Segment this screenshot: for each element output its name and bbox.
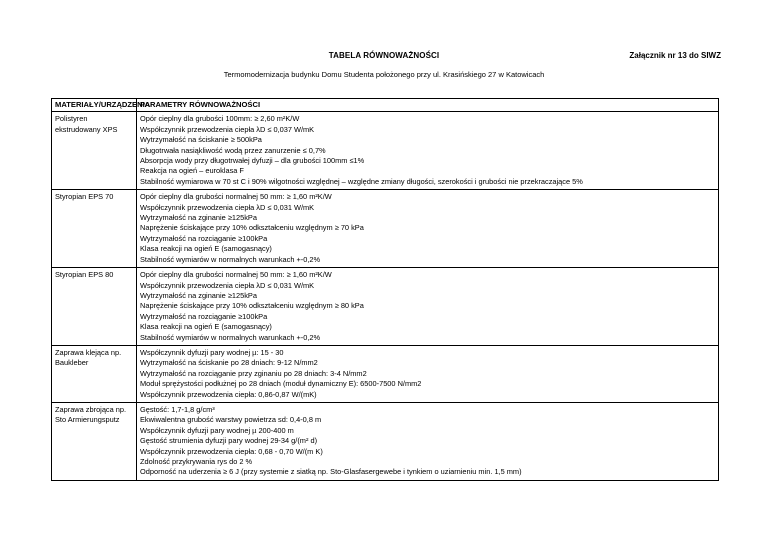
parameter-line: Wytrzymałość na zginanie ≥125kPa bbox=[140, 213, 257, 223]
parameter-line: Moduł sprężystości podłużnej po 28 dniach (moduł dynamiczny E): 6500-7500 N/mm2 bbox=[140, 379, 422, 389]
annex-label: Załącznik nr 13 do SIWZ bbox=[629, 51, 721, 60]
table-row bbox=[52, 112, 719, 190]
material-name: Polistyren ekstrudowany XPS bbox=[52, 112, 137, 190]
parameter-line: Ekwiwalentna grubość warstwy powietrza sd: 0,4-0,8 m bbox=[140, 415, 322, 425]
column-header-parameters: PARAMETRY RÓWNOWAŻNOŚCI bbox=[137, 99, 719, 112]
document-title: TABELA RÓWNOWAŻNOŚCI bbox=[328, 51, 440, 60]
parameter-line: Stabilność wymiarowa w 70 st C i 90% wilgotności względnej – względne zmiany długości, szerokości i grubości nie przekraczające 5% bbox=[140, 176, 583, 186]
parameter-line: Gęstość: 1,7-1,8 g/cm³ bbox=[140, 404, 215, 414]
table-row bbox=[52, 345, 719, 402]
parameter-line: Reakcja na ogień – euroklasa F bbox=[140, 166, 244, 176]
parameter-line: Stabilność wymiarów w normalnych warunkach +-0,2% bbox=[140, 254, 321, 264]
parameter-line: Wytrzymałość na ściskanie ≥ 500kPa bbox=[140, 135, 262, 145]
parameter-line: Naprężenie ściskające przy 10% odkształceniu względnym ≥ 80 kPa bbox=[140, 301, 364, 311]
parameters-cell bbox=[137, 268, 719, 346]
parameters-cell bbox=[137, 402, 719, 480]
equivalence-table bbox=[51, 98, 719, 481]
parameter-line: Absorpcja wody przy długotrwałej dyfuzji – dla grubości 100mm ≤1% bbox=[140, 156, 365, 166]
table-row bbox=[52, 190, 719, 268]
parameter-line: Opór cieplny dla grubości normalnej 50 mm: ≥ 1,60 m²K/W bbox=[140, 192, 332, 202]
parameter-line: Współczynnik przewodzenia ciepła λD ≤ 0,037 W/mK bbox=[140, 124, 315, 134]
parameter-line: Współczynnik przewodzenia ciepła λD ≤ 0,031 W/mK bbox=[140, 280, 315, 290]
table-row bbox=[52, 402, 719, 480]
parameter-line: Współczynnik przewodzenia ciepła: 0,86-0,87 W/(mK) bbox=[140, 389, 317, 399]
material-name: Styropian EPS 70 bbox=[52, 190, 137, 268]
parameter-line: Współczynnik dyfuzji pary wodnej µ: 15 - 30 bbox=[140, 347, 284, 357]
parameter-line: Opór cieplny dla grubości normalnej 50 mm: ≥ 1,60 m²K/W bbox=[140, 270, 332, 280]
parameter-line: Wytrzymałość na ściskanie po 28 dniach: 9-12 N/mm2 bbox=[140, 358, 318, 368]
parameter-line: Wytrzymałość na rozciąganie przy zginaniu po 28 dniach: 3-4 N/mm2 bbox=[140, 368, 367, 378]
parameters-cell bbox=[137, 345, 719, 402]
parameter-line: Wytrzymałość na rozciąganie ≥100kPa bbox=[140, 233, 268, 243]
parameter-line: Odporność na uderzenia ≥ 6 J (przy systemie z siatką np. Sto-Glasfasergewebe i tynkiem o uziarnieniu min. 1,5 mm) bbox=[140, 467, 522, 477]
parameter-line: Wytrzymałość na rozciąganie ≥100kPa bbox=[140, 311, 268, 321]
parameter-line: Długotrwała nasiąkliwość wodą przez zanurzenie ≤ 0,7% bbox=[140, 145, 326, 155]
parameters-cell bbox=[137, 112, 719, 190]
parameter-line: Gęstość strumienia dyfuzji pary wodnej 29-34 g/(m² d) bbox=[140, 436, 318, 446]
parameter-line: Współczynnik dyfuzji pary wodnej µ 200-400 m bbox=[140, 425, 294, 435]
document-subtitle: Termomodernizacja budynku Domu Studenta położonego przy ul. Krasińskiego 27 w Katowicach bbox=[223, 70, 545, 79]
table-header-row bbox=[52, 99, 719, 112]
parameter-line: Zdolność przykrywania rys do 2 % bbox=[140, 457, 253, 466]
parameter-line: Opór cieplny dla grubości 100mm: ≥ 2,60 m²K/W bbox=[140, 114, 300, 124]
parameter-line: Współczynnik przewodzenia ciepła: 0,68 - 0,70 W/(m K) bbox=[140, 446, 323, 456]
parameter-line: Naprężenie ściskające przy 10% odkształceniu względnym ≥ 70 kPa bbox=[140, 223, 364, 233]
parameter-line: Współczynnik przewodzenia ciepła λD ≤ 0,031 W/mK bbox=[140, 202, 315, 212]
parameter-line: Klasa reakcji na ogień E (samogasnący) bbox=[140, 244, 272, 254]
material-name: Zaprawa zbrojąca np. Sto Armierungsputz bbox=[52, 402, 137, 480]
table-body bbox=[52, 112, 719, 480]
material-name: Zaprawa klejąca np. Baukleber bbox=[52, 345, 137, 402]
parameters-cell bbox=[137, 190, 719, 268]
column-header-materials: MATERIAŁY/URZĄDZENIA bbox=[52, 99, 137, 112]
parameter-line: Wytrzymałość na zginanie ≥125kPa bbox=[140, 290, 257, 300]
table-row bbox=[52, 268, 719, 346]
parameter-line: Stabilność wymiarów w normalnych warunkach +-0,2% bbox=[140, 332, 321, 342]
material-name: Styropian EPS 80 bbox=[52, 268, 137, 346]
parameter-line: Klasa reakcji na ogień E (samogasnący) bbox=[140, 322, 272, 332]
